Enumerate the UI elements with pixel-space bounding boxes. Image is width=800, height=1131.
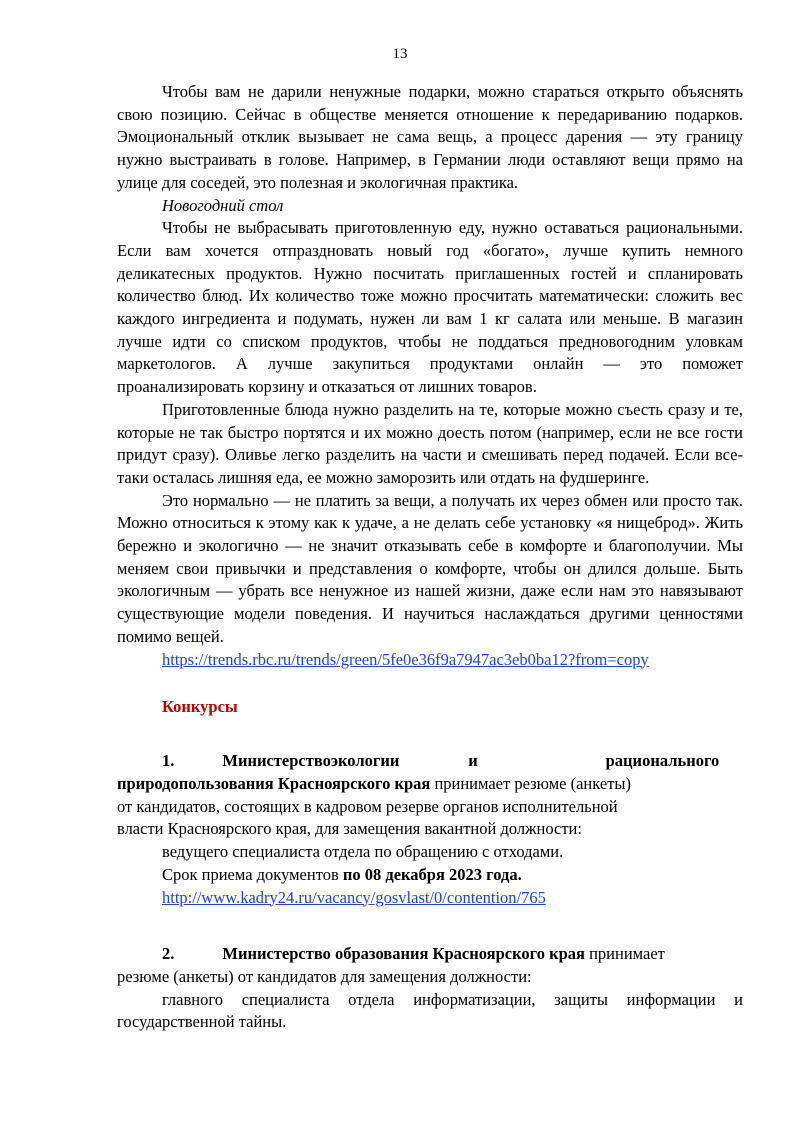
contest-item-1-line2: природопользования Красноярского края принимает резюме (анкеты) — [117, 773, 631, 793]
contest-item-2-heading: 2. Министерство образования Красноярского края принимает — [162, 944, 665, 964]
contest-item-2 — [117, 943, 743, 1034]
paragraph-food-planning: Чтобы не выбрасывать приготовленную еду, нужно оставаться рациональными. Если вам хочется отпраздновать новый год «богато», лучше купить немного деликатесных продуктов. Нужно посчитать приглашенных гостей и спланировать количество блюд. Их количество тоже можно просчитать математически: сложить вес каждого ингредиента и подумать, нужен ли вам 1 кг салата или меньше. В магазин лучше идти со списком продуктов, чтобы не поддаться предновогодним уловкам маркетологов. А лучше закупиться продуктами онлайн — это поможет проанализировать корзину и отказаться от лишних товаров. — [117, 218, 743, 397]
paragraph-exchange: Это нормально — не платить за вещи, а получать их через обмен или просто так. Можно относиться к этому как к удаче, а не делать себе установку «я нищеброд». Жить бережно и экологично — не значит отказывать себе в комфорте и благополучии. Мы меняем свои привычки и представления о комфорте, чтобы он длился дольше. Быть экологичным — убрать все ненужное из нашей жизни, даже если нам это навязывают существующие модели поведения. И научиться наслаждаться другими ценностями помимо вещей. — [117, 490, 743, 646]
source-link-row — [117, 649, 743, 672]
contest-item-1-heading — [117, 750, 743, 773]
ministry-name: природопользования Красноярского края — [117, 773, 431, 793]
contest-item-1-deadline: Срок приема документов по 08 декабря 2023 года. — [162, 864, 522, 884]
ministry-name: Министерство образования Красноярского края — [222, 944, 585, 964]
paragraph-gifts: Чтобы вам не дарили ненужные подарки, можно стараться открыто объяснять свою позицию. Сейчас в обществе меняется отношение к передариванию подарков. Эмоциональный отклик вызывает не сама вещь, а процесс дарения — эту границу нужно выстраивать в голове. Например, в Германии люди оставляют вещи прямо на улице для соседей, это полезная и экологичная практика. — [117, 82, 743, 192]
contest-item-2-line2: резюме (анкеты) от кандидатов для замещения должности: — [117, 966, 532, 986]
deadline-date: по 08 декабря 2023 года. — [342, 864, 522, 884]
contest-item-1-line4: власти Красноярского края, для замещения вакантной должности: — [117, 819, 582, 839]
contest-item-1-number: 1. — [162, 751, 175, 771]
paragraph-dishes: Приготовленные блюда нужно разделить на те, которые можно съесть сразу и те, которые не так быстро портятся и их можно доесть потом (например, если не все гости придут сразу). Оливье легко разделить на части и смешивать перед подачей. Если все-таки осталась лишняя еда, ее можно заморозить или отдать на фудшеринге. — [117, 399, 743, 487]
heading-word: Министерство — [222, 751, 331, 771]
contest-item-1 — [117, 750, 743, 909]
section-heading-contests: Конкурсы — [162, 697, 238, 717]
contest-item-2-position: главного специалиста отдела информатизации, защиты информации и государственной тайны. — [117, 989, 743, 1032]
heading-word: экологии — [330, 751, 400, 771]
contest-item-1-position: ведущего специалиста отдела по обращению с отходами. — [162, 842, 564, 862]
source-link[interactable]: https://trends.rbc.ru/trends/green/5fe0e36f9a7947ac3eb0ba12?from=copy — [162, 649, 649, 669]
heading-word: и — [468, 751, 478, 771]
contest-item-1-link[interactable]: http://www.kadry24.ru/vacancy/gosvlast/0/contention/765 — [162, 887, 546, 907]
contest-item-1-link-row — [117, 887, 743, 910]
heading-word: рационального — [605, 751, 720, 771]
document-body — [117, 81, 743, 1034]
subheading-new-year-table: Новогодний стол — [162, 195, 284, 215]
contest-item-1-line3: от кандидатов, состоящих в кадровом резерве органов исполнительной — [117, 796, 618, 816]
page-number: 13 — [392, 46, 408, 62]
